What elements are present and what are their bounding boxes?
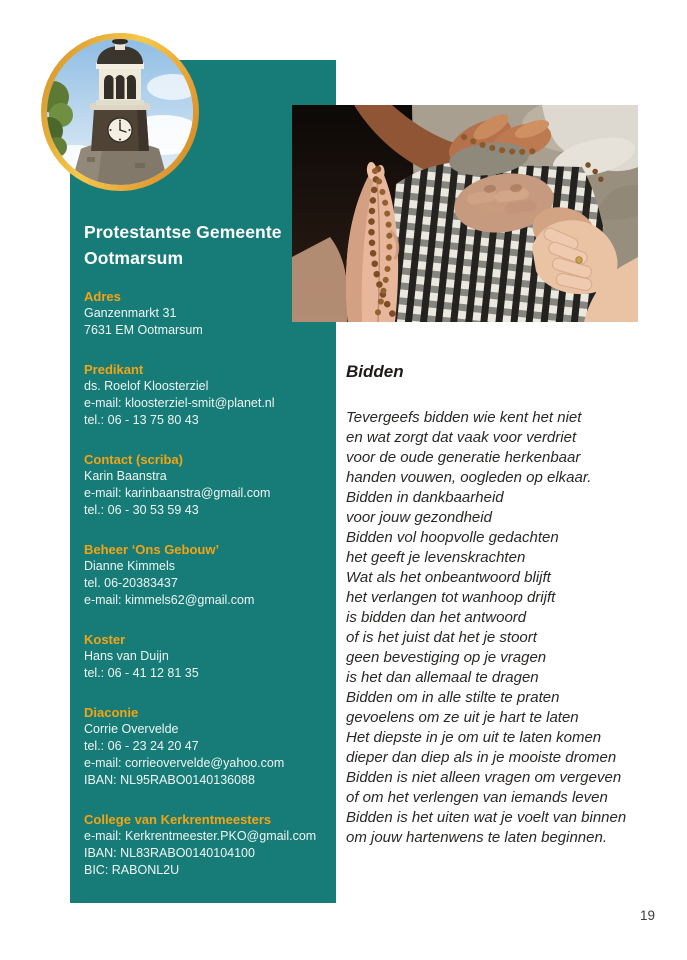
contact-section (84, 541, 324, 609)
poem-line: om jouw hartenwens te laten beginnen. (346, 829, 608, 846)
praying-hands-photo (292, 105, 638, 322)
poem-line: of is het juist dat het je stoort (346, 629, 537, 646)
section-line: Hans van Duijn (84, 649, 169, 663)
section-line: BIC: RABONL2U (84, 863, 180, 877)
section-heading: Contact (scriba) (84, 452, 183, 467)
article-title: Bidden (346, 362, 404, 381)
poem-line: Wat als het onbeantwoord blijft (346, 569, 551, 586)
poem-line: is bidden dan het antwoord (346, 609, 527, 626)
ring-on-finger (576, 257, 582, 263)
contact-section (84, 631, 324, 682)
section-line: ds. Roelof Kloosterziel (84, 379, 209, 393)
poem-line: het verlangen tot wanhoop drijft (346, 589, 556, 606)
poem-line: voor jouw gezondheid (346, 509, 492, 526)
poem-line: Het diepste in je om uit te laten komen (346, 729, 602, 746)
church-tower-photo (47, 39, 193, 185)
contact-section (84, 451, 324, 519)
poem-line: Tevergeefs bidden wie kent het niet (346, 409, 582, 426)
section-line: IBAN: NL83RABO0140104100 (84, 846, 255, 860)
contact-section (84, 704, 324, 789)
church-tower-illustration (47, 39, 193, 185)
section-heading: College van Kerkrentmeesters (84, 812, 272, 827)
section-line: Karin Baanstra (84, 469, 167, 483)
section-line: Corrie Overvelde (84, 722, 179, 736)
section-line: Dianne Kimmels (84, 559, 176, 573)
section-line: e-mail: kloosterziel-smit@planet.nl (84, 396, 275, 410)
sidebar-sections (84, 288, 324, 879)
poem-line: voor de oude generatie herkenbaar (346, 449, 581, 466)
poem-line: of om het verlengen van iemands leven (346, 789, 608, 806)
poem (346, 408, 651, 848)
section-line: 7631 EM Ootmarsum (84, 323, 203, 337)
section-line: IBAN: NL95RABO0140136088 (84, 773, 255, 787)
article (346, 362, 651, 848)
contact-section (84, 811, 324, 879)
section-heading: Adres (84, 289, 121, 304)
church-name-line1: Protestantse Gemeente (84, 222, 282, 242)
hands-illustration (292, 105, 638, 322)
section-heading: Predikant (84, 362, 144, 377)
section-line: tel. 06-20383437 (84, 576, 178, 590)
poem-line: geen bevestiging op je vragen (346, 649, 547, 666)
section-line: tel.: 06 - 30 53 59 43 (84, 503, 199, 517)
section-heading: Diaconie (84, 705, 139, 720)
poem-line: handen vouwen, oogleden op elkaar. (346, 469, 592, 486)
poem-line: en wat zorgt dat vaak voor verdriet (346, 429, 577, 446)
section-heading: Beheer ‘Ons Gebouw’ (84, 542, 220, 557)
section-line: e-mail: karinbaanstra@gmail.com (84, 486, 271, 500)
contact-section (84, 288, 324, 339)
section-line: tel.: 06 - 41 12 81 35 (84, 666, 199, 680)
poem-line: gevoelens om ze uit je hart te laten (346, 709, 579, 726)
section-line: e-mail: kimmels62@gmail.com (84, 593, 255, 607)
contact-section (84, 361, 324, 429)
section-line: e-mail: Kerkrentmeester.PKO@gmail.com (84, 829, 317, 843)
church-name-line2: Ootmarsum (84, 248, 184, 268)
section-line: tel.: 06 - 23 24 20 47 (84, 739, 199, 753)
poem-line: is het dan allemaal te dragen (346, 669, 539, 686)
section-line: tel.: 06 - 13 75 80 43 (84, 413, 199, 427)
poem-line: Bidden om in alle stilte te praten (346, 689, 560, 706)
section-line: Ganzenmarkt 31 (84, 306, 177, 320)
poem-line: Bidden is het uiten wat je voelt van binnen (346, 809, 627, 826)
poem-line: dieper dan diep als in je mooiste dromen (346, 749, 617, 766)
section-line: e-mail: corrieovervelde@yahoo.com (84, 756, 285, 770)
section-heading: Koster (84, 632, 126, 647)
poem-line: Bidden vol hoopvolle gedachten (346, 529, 559, 546)
church-photo-ring (41, 33, 199, 191)
poem-line: Bidden in dankbaarheid (346, 489, 504, 506)
poem-line: het geeft je levenskrachten (346, 549, 526, 566)
poem-line: Bidden is niet alleen vragen om vergeven (346, 769, 622, 786)
page-number: 19 (640, 908, 656, 923)
church-name-title (84, 219, 324, 271)
